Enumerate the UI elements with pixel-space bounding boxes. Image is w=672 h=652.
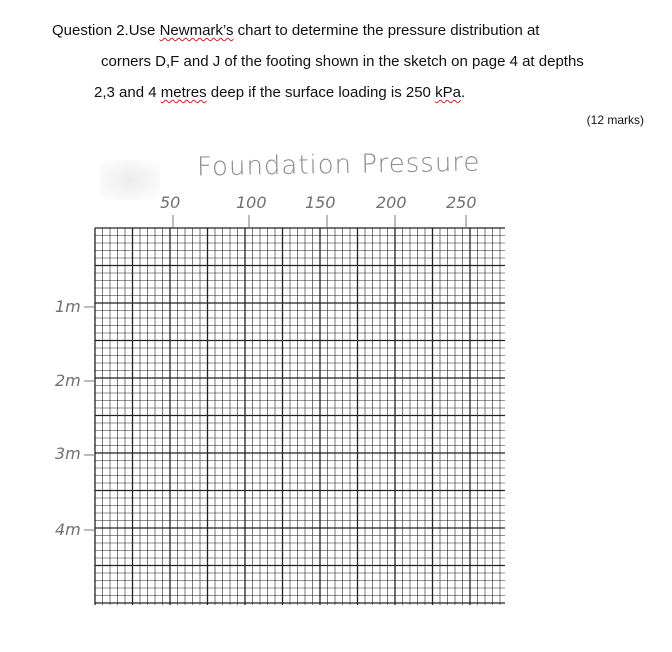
question-text-underlined: kPa [435, 84, 461, 101]
question-text: chart to determine the pressure distribution at [233, 22, 540, 39]
question-text: deep if the surface loading is 250 [206, 84, 436, 101]
x-tick-label: 200 [376, 193, 407, 212]
y-tick-label: 4m [55, 520, 81, 539]
y-tick-label: 1m [55, 297, 81, 316]
chart-title: Foundation Pressure [196, 147, 481, 183]
question-line-2: corners D,F and J of the footing shown in the sketch on page 4 at depths [101, 53, 584, 70]
x-tick-label: 50 [160, 193, 181, 212]
x-tick-label: 150 [305, 193, 336, 212]
y-tick-label: 2m [55, 371, 81, 390]
x-tick-label: 100 [236, 193, 267, 212]
y-tick-label: 3m [55, 444, 81, 463]
marks-label: (12 marks) [586, 113, 644, 127]
question-text-underlined: metres [160, 84, 207, 101]
question-text: 2,3 and 4 [94, 84, 161, 101]
question-text: . [460, 84, 466, 101]
grid-lines [95, 228, 505, 605]
x-tick-label: 250 [446, 193, 477, 212]
question-text: Question 2.Use [52, 22, 160, 39]
question-text-underlined: Newmark’s [159, 22, 234, 39]
